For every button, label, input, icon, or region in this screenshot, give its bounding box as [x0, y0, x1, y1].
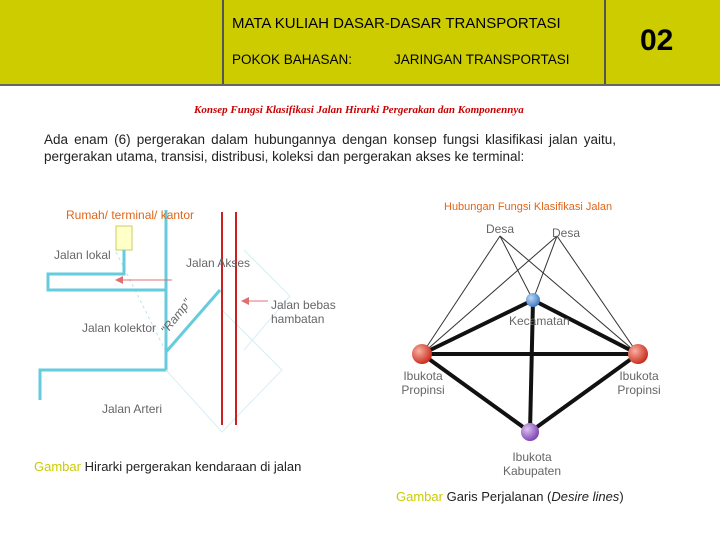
left-caption-text: Hirarki pergerakan kendaraan di jalan — [84, 459, 302, 474]
node-label-propinsi-right: Ibukota Propinsi — [617, 369, 661, 397]
left-caption — [34, 459, 301, 474]
collector-road-label: Jalan kolektor — [82, 321, 157, 335]
node-label-desa-2: Desa — [552, 226, 581, 240]
arterial-road-label: Jalan Arteri — [102, 402, 163, 416]
node-label-desa-1: Desa — [486, 222, 515, 236]
freeway-label: Jalan bebas hambatan — [271, 298, 336, 326]
kabupaten-node — [521, 423, 539, 441]
local-road-label: Jalan lokal — [54, 248, 111, 262]
arterial-road — [40, 352, 166, 400]
propinsi-right-node — [628, 344, 648, 364]
right-caption-close: ) — [619, 489, 624, 504]
right-caption — [396, 489, 624, 504]
right-caption-prefix: Gambar — [396, 489, 443, 504]
access-road-label: Jalan Akses — [186, 256, 251, 270]
topic-value: JARINGAN TRANSPORTASI — [394, 52, 570, 67]
intro-paragraph: Ada enam (6) pergerakan dalam hubungannya dengan konsep fungsi klasifikasi jalan yaitu, pergerakan utama, transisi, distribusi, koleksi dan pergerakan akses ke terminal: — [44, 132, 616, 164]
right-diagram-title: Hubungan Fungsi Klasifikasi Jalan — [444, 201, 613, 213]
slide-number: 02 — [640, 24, 674, 57]
topic-label: POKOK BAHASAN: — [232, 52, 353, 67]
node-label-kecamatan: Kecamatan — [509, 314, 570, 328]
node-label-kabupaten: Ibukota Kabupaten — [502, 450, 562, 478]
kecamatan-node — [526, 293, 540, 307]
node-label-propinsi-left: Ibukota Propinsi — [401, 369, 445, 397]
course-title: MATA KULIAH DASAR-DASAR TRANSPORTASI — [232, 15, 561, 32]
right-caption-italic: Desire lines — [551, 489, 620, 504]
building-icon — [116, 226, 132, 250]
desire-lines-diagram — [412, 236, 648, 441]
left-caption-prefix: Gambar — [34, 459, 81, 474]
slide-subtitle: Konsep Fungsi Klasifikasi Jalan Hirarki Pergerakan dan Komponennya — [194, 104, 524, 116]
ramp-label: "Ramp" — [158, 296, 194, 337]
right-caption-open: ( — [547, 489, 552, 504]
propinsi-left-node — [412, 344, 432, 364]
right-caption-text: Garis Perjalanan — [446, 489, 544, 504]
origin-label: Rumah/ terminal/ kantor — [66, 208, 195, 222]
